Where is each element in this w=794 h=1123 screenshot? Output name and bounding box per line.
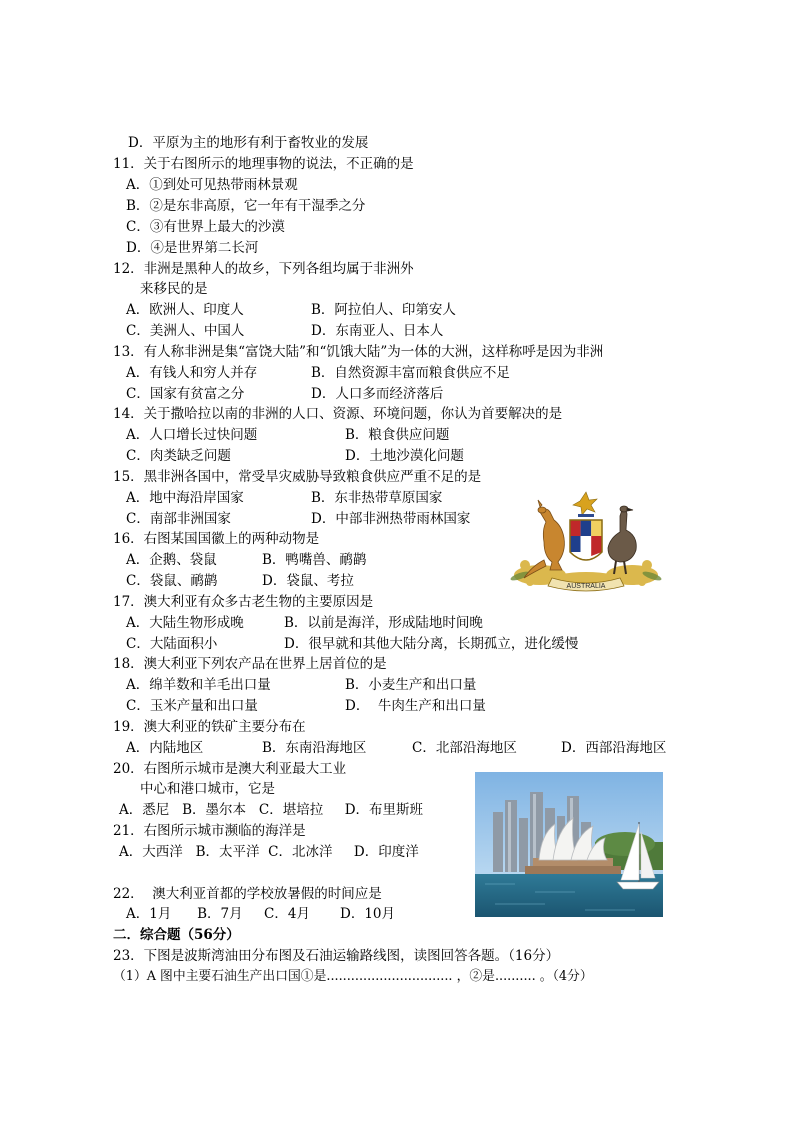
q20-options[interactable]: A．悉尼 B．墨尔本 C．堪培拉 D．布里斯班 (119, 802, 424, 818)
q14-option-c[interactable]: C．肉类缺乏问题 (126, 448, 231, 464)
q14-option-d[interactable]: D．土地沙漠化问题 (345, 448, 464, 464)
q18-option-c[interactable]: C．玉米产量和出口量 (126, 698, 258, 714)
question-20-cont: 中心和港口城市，它是 (140, 781, 275, 797)
emblem-scroll-text: AUSTRALIA (566, 583, 606, 590)
q13-option-c[interactable]: C．国家有贫富之分 (126, 386, 245, 402)
q11-option-b[interactable]: B．②是东非高原，它一年有干湿季之分 (126, 198, 366, 214)
q17-option-a[interactable]: A．大陆生物形成晚 (126, 615, 244, 631)
q14-option-a[interactable]: A．人口增长过快问题 (126, 427, 258, 443)
q10-option-d: D．平原为主的地形有利于畜牧业的发展 (128, 135, 369, 151)
q15-option-a[interactable]: A．地中海沿岸国家 (126, 490, 244, 506)
q15-option-b[interactable]: B．东非热带草原国家 (311, 490, 443, 506)
q13-option-d[interactable]: D．人口多而经济落后 (311, 386, 444, 402)
q11-option-d[interactable]: D．④是世界第二长河 (126, 240, 259, 256)
q16-option-d[interactable]: D．袋鼠、考拉 (262, 573, 354, 589)
question-17: 17．澳大利亚有众多古老生物的主要原因是 (113, 594, 374, 610)
section-2-heading: 二．综合题（56分） (113, 927, 240, 943)
q17-option-c[interactable]: C．大陆面积小 (126, 636, 218, 652)
q16-option-a[interactable]: A．企鹅、袋鼠 (126, 552, 217, 568)
q22-options[interactable]: A．1月 B．7月 C．4月 D．10月 (126, 906, 396, 922)
q18-option-d[interactable]: D． 牛肉生产和出口量 (345, 698, 486, 714)
q19-option-a[interactable]: A．内陆地区 (126, 740, 204, 756)
question-21: 21．右图所示城市濒临的海洋是 (113, 823, 306, 839)
q12-option-b[interactable]: B．阿拉伯人、印第安人 (311, 302, 456, 318)
q11-option-a[interactable]: A．①到处可见热带雨林景观 (126, 177, 298, 193)
q12-option-a[interactable]: A．欧洲人、印度人 (126, 302, 244, 318)
q14-option-b[interactable]: B．粮食供应问题 (345, 427, 450, 443)
q13-option-b[interactable]: B．自然资源丰富而粮食供应不足 (311, 365, 510, 381)
q13-option-a[interactable]: A．有钱人和穷人并存 (126, 365, 258, 381)
q19-option-d[interactable]: D．西部沿海地区 (561, 740, 667, 756)
question-18: 18．澳大利亚下列农产品在世界上居首位的是 (113, 656, 387, 672)
q12-option-d[interactable]: D．东南亚人、日本人 (311, 323, 444, 339)
q15-option-c[interactable]: C．南部非洲国家 (126, 511, 231, 527)
question-19: 19．澳大利亚的铁矿主要分布在 (113, 719, 306, 735)
sydney-photo (475, 772, 663, 917)
question-15: 15．黑非洲各国中，常受旱灾威胁导致粮食供应严重不足的是 (113, 469, 482, 485)
q18-option-b[interactable]: B．小麦生产和出口量 (345, 677, 477, 693)
q19-option-b[interactable]: B．东南沿海地区 (262, 740, 367, 756)
question-12-cont: 来移民的是 (140, 281, 208, 297)
q19-option-c[interactable]: C．北部沿海地区 (412, 740, 517, 756)
q21-options[interactable]: A．大西洋 B．太平洋 C．北冰洋 D．印度洋 (119, 844, 419, 860)
coat-of-arms-image (510, 490, 662, 600)
q17-option-b[interactable]: B．以前是海洋，形成陆地时间晚 (284, 615, 483, 631)
q16-option-c[interactable]: C．袋鼠、鸸鹋 (126, 573, 218, 589)
question-13: 13．有人称非洲是集“富饶大陆”和“饥饿大陆”为一体的大洲，这样称呼是因为非洲 (113, 344, 604, 360)
q15-option-d[interactable]: D．中部非洲热带雨林国家 (311, 511, 471, 527)
q16-option-b[interactable]: B．鸭嘴兽、鸸鹋 (262, 552, 367, 568)
question-11: 11．关于右图所示的地理事物的说法，不正确的是 (113, 156, 414, 172)
q12-option-c[interactable]: C．美洲人、中国人 (126, 323, 245, 339)
q17-option-d[interactable]: D．很早就和其他大陆分离，长期孤立，进化缓慢 (284, 636, 579, 652)
question-23: 23．下图是波斯湾油田分布图及石油运输路线图，读图回答各题。（16分） (113, 948, 560, 964)
q11-option-c[interactable]: C．③有世界上最大的沙漠 (126, 219, 285, 235)
question-20: 20．右图所示城市是澳大利亚最大工业 (113, 761, 347, 777)
q18-option-a[interactable]: A．绵羊数和羊毛出口量 (126, 677, 271, 693)
question-16: 16．右图某国国徽上的两种动物是 (113, 531, 320, 547)
question-22: 22． 澳大利亚首都的学校放暑假的时间应是 (113, 886, 382, 902)
q23-subquestion-1: （1）A 图中主要石油生产出口国①是............................... ，②是.......... 。（4分） (113, 969, 593, 984)
question-14: 14．关于撒哈拉以南的非洲的人口、资源、环境问题，你认为首要解决的是 (113, 406, 563, 422)
question-12: 12．非洲是黑种人的故乡，下列各组均属于非洲外 (113, 261, 414, 277)
